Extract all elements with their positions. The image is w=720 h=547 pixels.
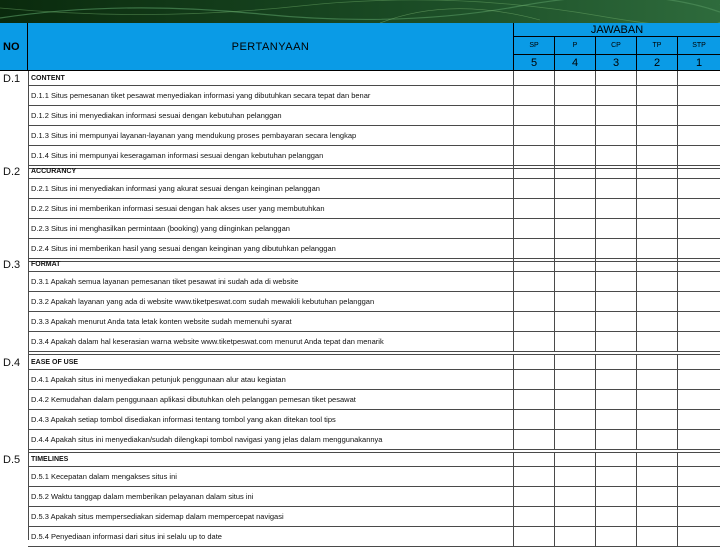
answer-cell-1[interactable] bbox=[678, 179, 720, 198]
answer-cell-2[interactable] bbox=[637, 430, 678, 449]
question-text: D.3.3 Apakah menurut Anda tata letak konten website sudah memenuhi syarat bbox=[28, 312, 514, 331]
answer-cell-3[interactable] bbox=[596, 370, 637, 389]
answer-cell-5[interactable] bbox=[514, 390, 555, 409]
answer-cell-1[interactable] bbox=[678, 146, 720, 165]
question-text: D.2.3 Situs ini menghasilkan permintaan (booking) yang diinginkan pelanggan bbox=[28, 219, 514, 238]
question-row bbox=[28, 332, 720, 352]
empty-cell bbox=[555, 257, 596, 271]
answer-cell-2[interactable] bbox=[637, 370, 678, 389]
section-header-row bbox=[28, 257, 720, 272]
answer-cell-4[interactable] bbox=[555, 487, 596, 506]
question-text: D.4.2 Kemudahan dalam penggunaan aplikasi dibutuhkan oleh pelanggan pemesan tiket pesawat bbox=[28, 390, 514, 409]
answer-cell-2[interactable] bbox=[637, 146, 678, 165]
answer-cell-3[interactable] bbox=[596, 239, 637, 258]
answer-cell-5[interactable] bbox=[514, 86, 555, 105]
answer-cell-4[interactable] bbox=[555, 146, 596, 165]
answer-cell-3[interactable] bbox=[596, 219, 637, 238]
empty-cell bbox=[637, 352, 678, 354]
answer-cell-1[interactable] bbox=[678, 430, 720, 449]
question-text: D.2.4 Situs ini memberikan hasil yang sesuai dengan keinginan yang dibutuhkan pelanggan bbox=[28, 239, 514, 258]
answer-cell-1[interactable] bbox=[678, 126, 720, 145]
answer-cell-3[interactable] bbox=[596, 199, 637, 218]
empty-cell bbox=[678, 164, 720, 178]
empty-cell bbox=[555, 71, 596, 85]
answer-cell-3[interactable] bbox=[596, 527, 637, 546]
answer-cell-5[interactable] bbox=[514, 199, 555, 218]
answer-code-p: P bbox=[555, 37, 596, 55]
answer-cell-3[interactable] bbox=[596, 410, 637, 429]
answer-cell-5[interactable] bbox=[514, 370, 555, 389]
answer-cell-5[interactable] bbox=[514, 410, 555, 429]
question-text: D.4.1 Apakah situs ini menyediakan petunjuk penggunaan alur atau kegiatan bbox=[28, 370, 514, 389]
answer-cell-4[interactable] bbox=[555, 312, 596, 331]
section-title: EASE OF USE bbox=[28, 355, 514, 369]
empty-cell bbox=[555, 352, 596, 354]
section-number: D.4 bbox=[3, 357, 21, 369]
question-text: D.4.3 Apakah setiap tombol disediakan informasi tentang tombol yang akan ditekan tool tips bbox=[28, 410, 514, 429]
decorative-swirl-graphic bbox=[0, 0, 720, 23]
question-text: D.1.3 Situs ini mempunyai layanan-layanan yang mendukung proses pembayaran secara lengkap bbox=[28, 126, 514, 145]
answer-cell-1[interactable] bbox=[678, 332, 720, 351]
answer-cell-5[interactable] bbox=[514, 146, 555, 165]
section-header-row bbox=[28, 355, 720, 370]
question-text: D.1.2 Situs ini menyediakan informasi sesuai dengan kebutuhan pelanggan bbox=[28, 106, 514, 125]
question-text: D.5.4 Penyediaan informasi dari situs ini selalu up to date bbox=[28, 527, 514, 546]
question-row bbox=[28, 179, 720, 199]
question-text: D.3.1 Apakah semua layanan pemesanan tiket pesawat ini sudah ada di website bbox=[28, 272, 514, 291]
empty-cell bbox=[514, 352, 555, 354]
empty-cell bbox=[596, 352, 637, 354]
question-row bbox=[28, 390, 720, 410]
question-row bbox=[28, 507, 720, 527]
answer-cell-4[interactable] bbox=[555, 179, 596, 198]
answer-cell-3[interactable] bbox=[596, 332, 637, 351]
answer-cell-1[interactable] bbox=[678, 292, 720, 311]
answer-cell-1[interactable] bbox=[678, 487, 720, 506]
answer-cell-3[interactable] bbox=[596, 106, 637, 125]
answer-code-stp: STP bbox=[678, 37, 720, 55]
answer-cell-4[interactable] bbox=[555, 219, 596, 238]
answer-cell-2[interactable] bbox=[637, 179, 678, 198]
section-header-row bbox=[28, 71, 720, 86]
header-answer: JAWABAN bbox=[514, 23, 720, 37]
answer-cell-2[interactable] bbox=[637, 292, 678, 311]
answer-cell-1[interactable] bbox=[678, 390, 720, 409]
empty-cell bbox=[514, 257, 555, 271]
section-header-row bbox=[28, 164, 720, 179]
empty-cell bbox=[555, 355, 596, 369]
answer-cell-1[interactable] bbox=[678, 219, 720, 238]
empty-cell bbox=[555, 452, 596, 466]
answer-cell-1[interactable] bbox=[678, 410, 720, 429]
header-question: PERTANYAAN bbox=[28, 23, 514, 71]
answer-cell-1[interactable] bbox=[678, 370, 720, 389]
answer-cell-4[interactable] bbox=[555, 239, 596, 258]
answer-cell-3[interactable] bbox=[596, 487, 637, 506]
empty-cell bbox=[596, 164, 637, 178]
answer-cell-4[interactable] bbox=[555, 332, 596, 351]
answer-score-1: 1 bbox=[678, 55, 720, 71]
answer-cell-4[interactable] bbox=[555, 292, 596, 311]
answer-cell-2[interactable] bbox=[637, 390, 678, 409]
question-text: D.5.2 Waktu tanggap dalam memberikan pelayanan dalam situs ini bbox=[28, 487, 514, 506]
section-number: D.3 bbox=[3, 259, 21, 271]
answer-score-3: 3 bbox=[596, 55, 637, 71]
answer-cell-5[interactable] bbox=[514, 507, 555, 526]
empty-cell bbox=[596, 452, 637, 466]
answer-cell-4[interactable] bbox=[555, 507, 596, 526]
question-text: D.1.4 Situs ini mempunyai keseragaman informasi sesuai dengan kebutuhan pelanggan bbox=[28, 146, 514, 165]
answer-score-2: 2 bbox=[637, 55, 678, 71]
empty-cell bbox=[637, 257, 678, 271]
question-text: D.3.2 Apakah layanan yang ada di website www.tiketpeswat.com sudah mewakili kebutuhan pelanggan bbox=[28, 292, 514, 311]
answer-cell-1[interactable] bbox=[678, 239, 720, 258]
empty-cell bbox=[596, 71, 637, 85]
answer-cell-4[interactable] bbox=[555, 370, 596, 389]
answer-cell-3[interactable] bbox=[596, 292, 637, 311]
question-row bbox=[28, 410, 720, 430]
question-text: D.5.1 Kecepatan dalam mengakses situs ini bbox=[28, 467, 514, 486]
answer-cell-3[interactable] bbox=[596, 86, 637, 105]
question-text: D.3.4 Apakah dalam hal keserasian warna website www.tiketpeswat.com menurut Anda tepat dan menarik bbox=[28, 332, 514, 351]
answer-cell-2[interactable] bbox=[637, 467, 678, 486]
answer-cell-5[interactable] bbox=[514, 106, 555, 125]
answer-cell-1[interactable] bbox=[678, 507, 720, 526]
section-title: TIMELINES bbox=[28, 452, 514, 466]
empty-cell bbox=[555, 164, 596, 178]
answer-cell-4[interactable] bbox=[555, 390, 596, 409]
answer-cell-1[interactable] bbox=[678, 86, 720, 105]
question-text: D.4.4 Apakah situs ini menyediakan/sudah dilengkapi tombol navigasi yang jelas dalam menggunakannya bbox=[28, 430, 514, 449]
answer-cell-3[interactable] bbox=[596, 146, 637, 165]
answer-cell-2[interactable] bbox=[637, 126, 678, 145]
question-row bbox=[28, 86, 720, 106]
answer-cell-2[interactable] bbox=[637, 272, 678, 291]
empty-cell bbox=[514, 452, 555, 466]
question-text: D.2.1 Situs ini menyediakan informasi yang akurat sesuai dengan keinginan pelanggan bbox=[28, 179, 514, 198]
answer-cell-5[interactable] bbox=[514, 179, 555, 198]
answer-cell-5[interactable] bbox=[514, 312, 555, 331]
answer-code-sp: SP bbox=[514, 37, 555, 55]
answer-score-4: 4 bbox=[555, 55, 596, 71]
empty-cell bbox=[514, 164, 555, 178]
answer-cell-2[interactable] bbox=[637, 312, 678, 331]
answer-cell-3[interactable] bbox=[596, 312, 637, 331]
question-text: D.2.2 Situs ini memberikan informasi sesuai dengan hak akses user yang membutuhkan bbox=[28, 199, 514, 218]
answer-cell-2[interactable] bbox=[637, 410, 678, 429]
answer-cell-2[interactable] bbox=[637, 219, 678, 238]
answer-cell-3[interactable] bbox=[596, 430, 637, 449]
answer-cell-4[interactable] bbox=[555, 106, 596, 125]
answer-cell-4[interactable] bbox=[555, 126, 596, 145]
empty-cell bbox=[596, 355, 637, 369]
answer-cell-2[interactable] bbox=[637, 106, 678, 125]
answer-cell-2[interactable] bbox=[637, 487, 678, 506]
answer-cell-4[interactable] bbox=[555, 430, 596, 449]
decorative-banner bbox=[0, 0, 720, 23]
question-row bbox=[28, 370, 720, 390]
question-row bbox=[28, 292, 720, 312]
question-row bbox=[28, 199, 720, 219]
answer-cell-5[interactable] bbox=[514, 292, 555, 311]
answer-cell-3[interactable] bbox=[596, 390, 637, 409]
answer-cell-3[interactable] bbox=[596, 126, 637, 145]
answer-cell-5[interactable] bbox=[514, 219, 555, 238]
answer-score-5: 5 bbox=[514, 55, 555, 71]
empty-cell bbox=[596, 257, 637, 271]
question-row bbox=[28, 312, 720, 332]
question-text: D.1.1 Situs pemesanan tiket pesawat menyediakan informasi yang dibutuhkan secara tepat dan benar bbox=[28, 86, 514, 105]
answer-cell-2[interactable] bbox=[637, 199, 678, 218]
empty-cell bbox=[637, 355, 678, 369]
empty-cell bbox=[637, 452, 678, 466]
question-row bbox=[28, 487, 720, 507]
empty-cell bbox=[678, 355, 720, 369]
header-no: NO bbox=[0, 23, 28, 71]
question-row bbox=[28, 239, 720, 259]
question-row bbox=[28, 272, 720, 292]
answer-cell-2[interactable] bbox=[637, 332, 678, 351]
question-row bbox=[28, 467, 720, 487]
answer-cell-5[interactable] bbox=[514, 487, 555, 506]
answer-cell-5[interactable] bbox=[514, 467, 555, 486]
section-title: FORMAT bbox=[28, 257, 514, 271]
section-number: D.5 bbox=[3, 454, 21, 466]
answer-cell-4[interactable] bbox=[555, 527, 596, 546]
question-row bbox=[28, 126, 720, 146]
empty-cell bbox=[637, 71, 678, 85]
spacer bbox=[28, 352, 514, 354]
answer-cell-3[interactable] bbox=[596, 179, 637, 198]
answer-cell-5[interactable] bbox=[514, 527, 555, 546]
answer-cell-2[interactable] bbox=[637, 507, 678, 526]
section-title: ACCURANCY bbox=[28, 164, 514, 178]
question-row bbox=[28, 146, 720, 166]
answer-cell-5[interactable] bbox=[514, 239, 555, 258]
answer-cell-5[interactable] bbox=[514, 126, 555, 145]
answer-cell-3[interactable] bbox=[596, 507, 637, 526]
answer-cell-3[interactable] bbox=[596, 467, 637, 486]
answer-cell-5[interactable] bbox=[514, 272, 555, 291]
answer-code-tp: TP bbox=[637, 37, 678, 55]
question-row bbox=[28, 430, 720, 450]
section-number: D.2 bbox=[3, 166, 21, 178]
answer-cell-3[interactable] bbox=[596, 272, 637, 291]
answer-cell-2[interactable] bbox=[637, 86, 678, 105]
empty-cell bbox=[678, 257, 720, 271]
section-title: CONTENT bbox=[28, 71, 514, 85]
answer-cell-4[interactable] bbox=[555, 467, 596, 486]
answer-cell-4[interactable] bbox=[555, 199, 596, 218]
empty-cell bbox=[514, 355, 555, 369]
answer-cell-4[interactable] bbox=[555, 272, 596, 291]
answer-cell-5[interactable] bbox=[514, 332, 555, 351]
empty-cell bbox=[678, 71, 720, 85]
empty-cell bbox=[678, 352, 720, 354]
answer-cell-4[interactable] bbox=[555, 410, 596, 429]
answer-cell-1[interactable] bbox=[678, 312, 720, 331]
answer-code-cp: CP bbox=[596, 37, 637, 55]
empty-cell bbox=[637, 164, 678, 178]
section-number: D.1 bbox=[3, 73, 21, 85]
question-row bbox=[28, 527, 720, 547]
question-row bbox=[28, 219, 720, 239]
answer-cell-4[interactable] bbox=[555, 86, 596, 105]
answer-cell-1[interactable] bbox=[678, 199, 720, 218]
answer-cell-2[interactable] bbox=[637, 527, 678, 546]
answer-cell-5[interactable] bbox=[514, 430, 555, 449]
answer-cell-1[interactable] bbox=[678, 467, 720, 486]
answer-cell-1[interactable] bbox=[678, 106, 720, 125]
empty-cell bbox=[678, 452, 720, 466]
section-header-row bbox=[28, 452, 720, 467]
answer-cell-1[interactable] bbox=[678, 272, 720, 291]
answer-cell-2[interactable] bbox=[637, 239, 678, 258]
empty-cell bbox=[514, 71, 555, 85]
answer-cell-1[interactable] bbox=[678, 527, 720, 546]
question-text: D.5.3 Apakah situs mempersediakan sidemap dalam mempercepat navigasi bbox=[28, 507, 514, 526]
question-row bbox=[28, 106, 720, 126]
